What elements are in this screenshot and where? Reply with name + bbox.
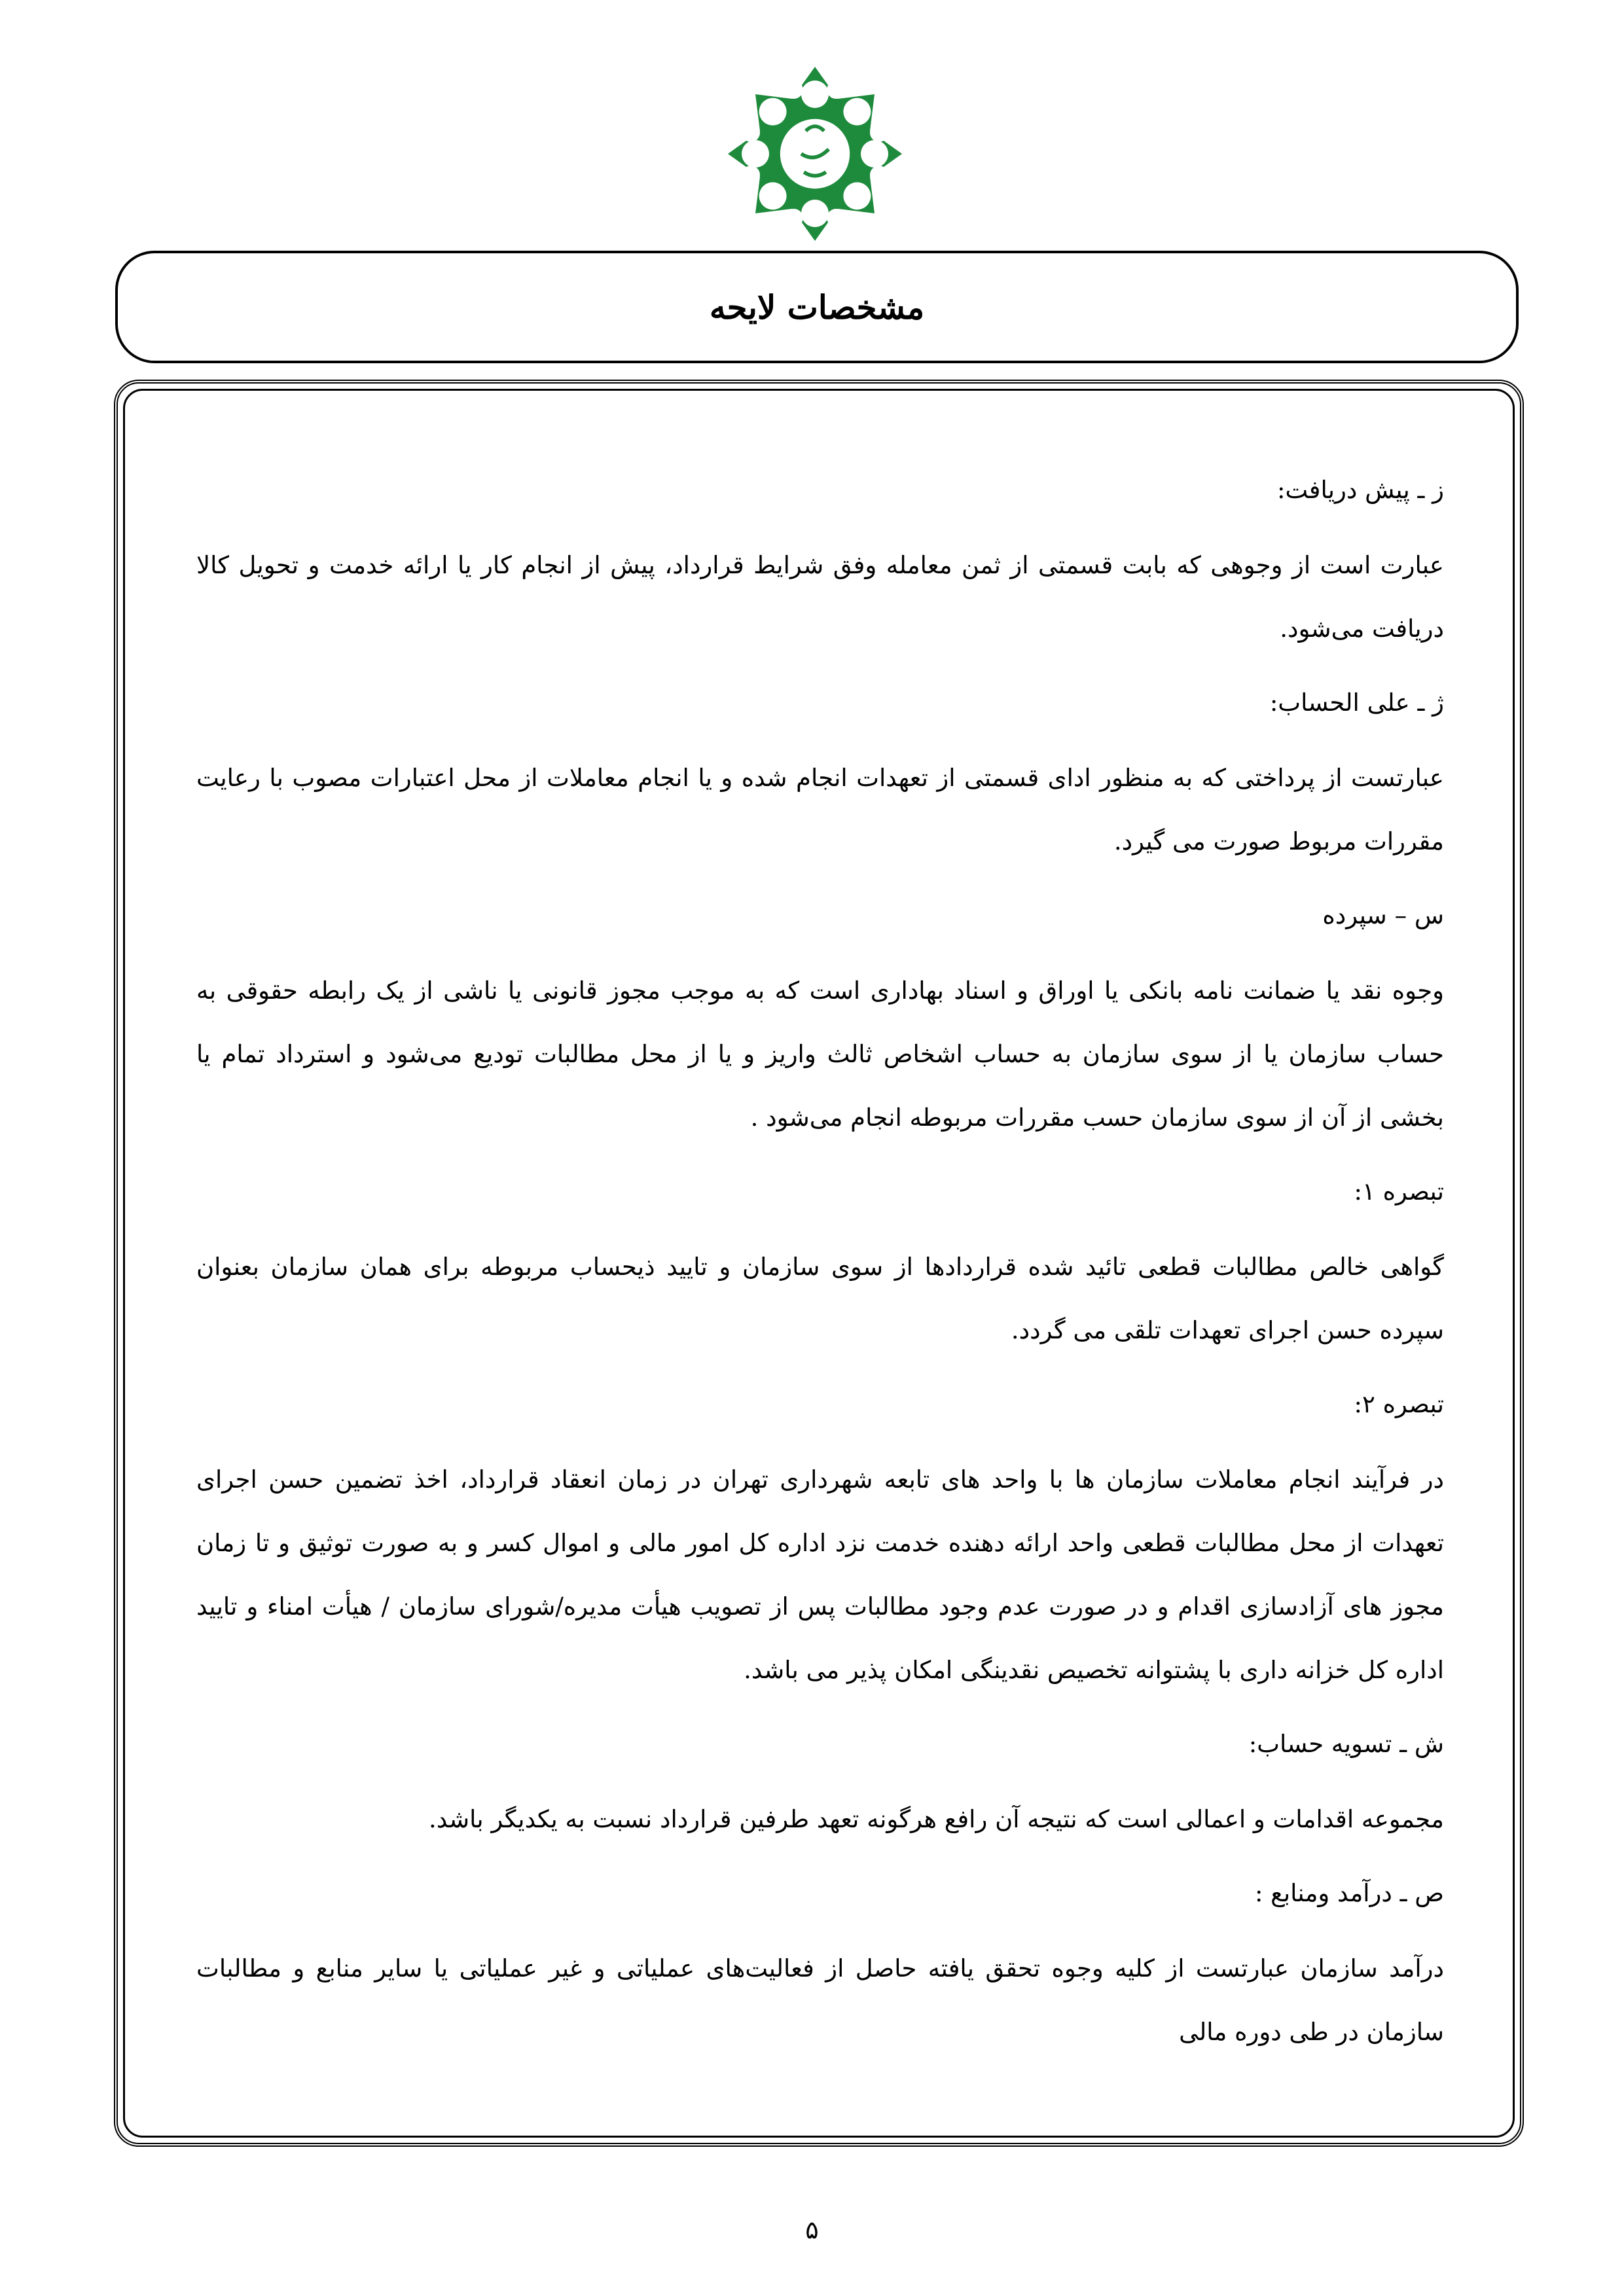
section-heading: ص ـ درآمد ومنابع :	[1254, 1879, 1444, 1907]
section-heading: تبصره ۲:	[1354, 1390, 1444, 1418]
page-number: ۵	[805, 2215, 819, 2244]
section-body: درآمد سازمان عبارتست از کلیه وجوه تحقق یافته حاصل از فعالیت‌های عملیاتی و غیر عملیاتی یا سایر منابع و مطالبات سازمان در طی دوره مالی	[196, 1954, 1444, 2046]
section-body: گواهی خالص مطالبات قطعی تائید شده قراردادها از سوی سازمان و تایید ذیحساب مربوطه برای همان سازمان بعنوان سپرده حسن اجرای تعهدات تلقی می گردد.	[196, 1253, 1444, 1344]
section-body: عبارتست از پرداختی که به منظور ادای قسمتی از تعهدات انجام شده و یا انجام معاملات از محل اعتبارات مصوب با رعایت مقررات مربوط صورت می گیرد.	[196, 764, 1445, 855]
document-body	[196, 458, 1444, 2074]
document-title: مشخصات لایحه	[709, 287, 925, 327]
section-heading: تبصره ۱:	[1354, 1177, 1444, 1206]
section-body: وجوه نقد یا ضمانت نامه بانکی یا اوراق و اسناد بهاداری است که به موجب مجوز قانونی یا ناشی از یک رابطه حقوقی به حساب سازمان یا از سوی سازمان به حساب اشخاص ثالث واریز و یا از محل مطالبات تودیع می‌شود و استرداد تمام یا بخشی از آن از سوی سازمان حسب مقررات مربوطه انجام می‌شود .	[196, 977, 1444, 1132]
section-body: در فرآیند انجام معاملات سازمان ها با واحد های تابعه شهرداری تهران در زمان انعقاد قرارداد، اخذ تضمین حسن اجرای تعهدات از محل مطالبات قطعی واحد ارائه دهنده خدمت نزد اداره کل امور مالی و اموال کسر و به صورت توثیق و تا زمان مجوز های آزادسازی اقدام و در صورت عدم وجود مطالبات پس از تصویب هیأت مدیره/شورای سازمان / هیأت امناء و تایید اداره کل خزانه داری با پشتوانه تخصیص نقدینگی امکان پذیر می باشد.	[196, 1465, 1444, 1684]
section-body: عبارت است از وجوهی که بابت قسمتی از ثمن معامله وفق شرایط قرارداد، پیش از انجام کار یا ارائه خدمت و تحویل کالا دریافت می‌شود.	[196, 551, 1444, 643]
section-body: مجموعه اقدامات و اعمالی است که نتیجه آن رافع هرگونه تعهد طرفین قرارداد نسبت به یکدیگر باشد.	[428, 1805, 1444, 1833]
section-heading: س – سپرده	[1322, 901, 1444, 929]
section-heading: ز ـ پیش دریافت:	[1276, 476, 1444, 504]
document-title-box	[115, 251, 1519, 363]
section-heading: ژ ـ علی الحساب:	[1269, 689, 1444, 717]
tehran-municipality-logo	[723, 62, 907, 245]
section-heading: ش ـ تسویه حساب:	[1248, 1730, 1444, 1758]
